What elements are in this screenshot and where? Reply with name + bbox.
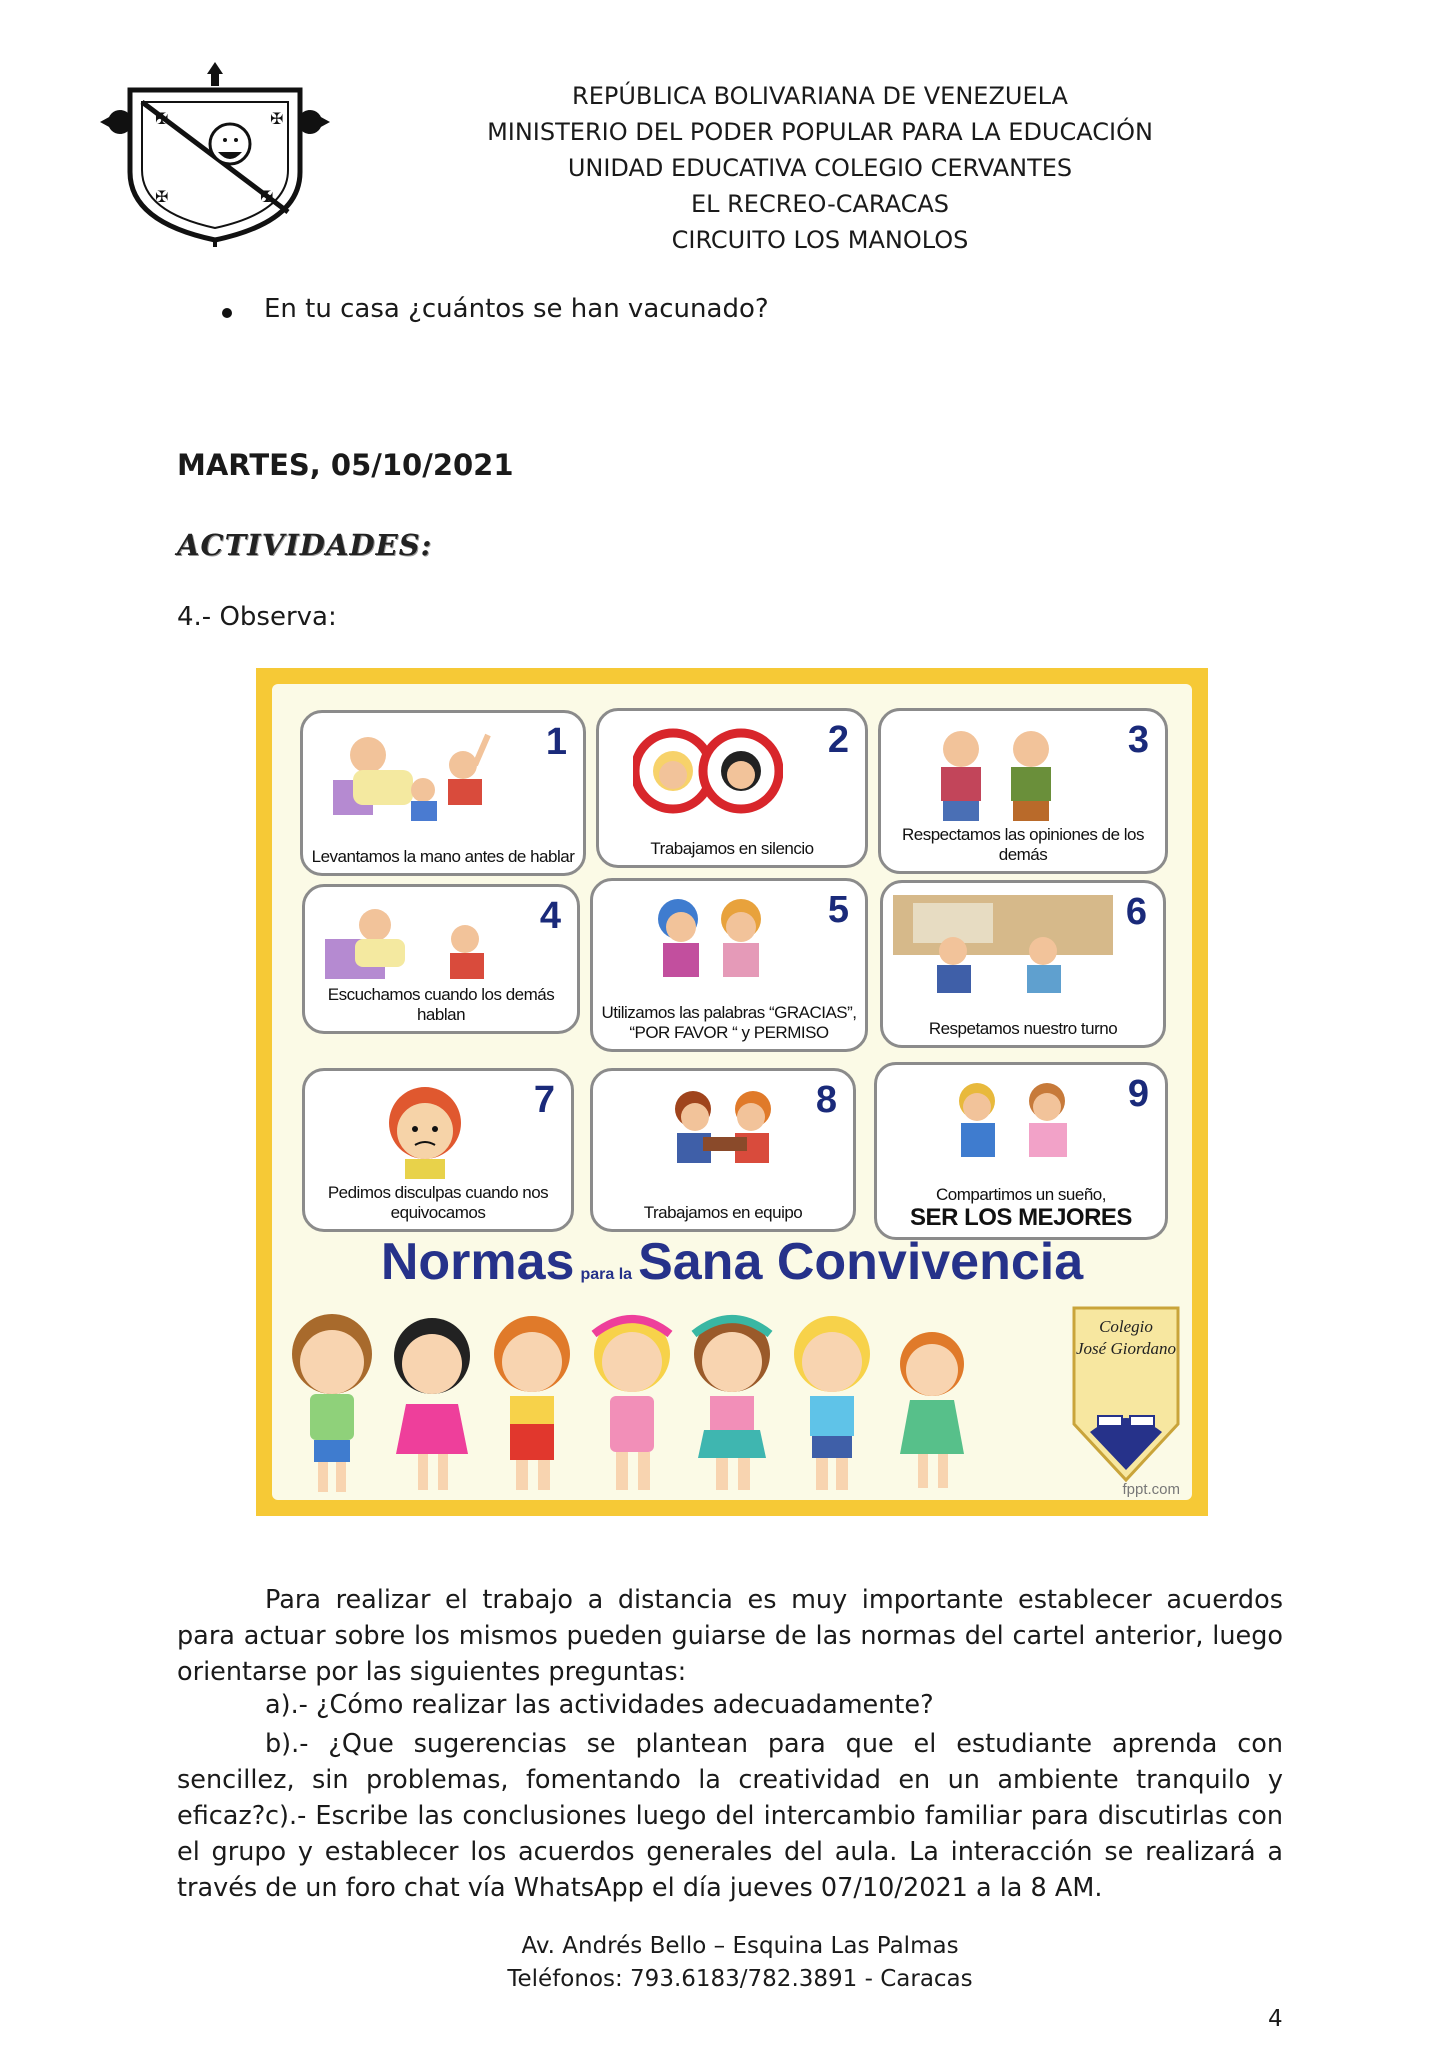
emblem-text xyxy=(1070,1316,1182,1360)
card-number: 5 xyxy=(827,889,849,931)
card-caption: Respetamos nuestro turno xyxy=(928,1019,1118,1038)
apologizing-kid-illustration-icon xyxy=(345,1083,545,1183)
raising-hand-illustration-icon xyxy=(313,725,533,825)
svg-text:✠: ✠ xyxy=(260,187,274,206)
date-heading: MARTES, 05/10/2021 xyxy=(177,448,514,482)
poster-panel xyxy=(272,684,1192,1500)
sharing-dream-illustration-icon xyxy=(917,1077,1137,1167)
header-line: MINISTERIO DEL PODER POPULAR PARA LA EDUCACIÓN xyxy=(487,118,1153,146)
card-number: 4 xyxy=(539,895,561,937)
norm-card-8 xyxy=(590,1068,856,1232)
institution-header xyxy=(420,78,1220,258)
svg-text:✠: ✠ xyxy=(270,109,284,128)
bullet-icon xyxy=(222,308,232,318)
norm-card-2 xyxy=(596,708,868,868)
norm-card-3 xyxy=(878,708,1168,874)
header-line: EL RECREO-CARACAS xyxy=(690,190,950,218)
card-number: 2 xyxy=(827,719,849,761)
card-number: 6 xyxy=(1125,891,1147,933)
card-caption: Pedimos disculpas cuando nos equivocamos xyxy=(327,1183,549,1222)
card-caption: Trabajamos en equipo xyxy=(643,1203,803,1222)
silence-signs-illustration-icon xyxy=(633,725,783,825)
card-caption: Escuchamos cuando los demás hablan xyxy=(327,985,555,1024)
poster-watermark: fppt.com xyxy=(1122,1481,1180,1498)
bullet-text: En tu casa ¿cuántos se han vacunado? xyxy=(264,294,769,324)
card-caption: Levantamos la mano antes de hablar xyxy=(311,847,575,866)
question-c: c).- Escribe las conclusiones luego del intercambio familiar para discutirlas con el grupo y establecer los acuerdos generales del aula. La interacción se realizará a través de un foro chat vía WhatsApp el día jueves 07/10/2021 a la 8 AM. xyxy=(177,1801,1283,1903)
norm-card-7 xyxy=(302,1068,574,1232)
card-number: 3 xyxy=(1127,719,1149,761)
emblem-line: José Giordano xyxy=(1076,1339,1176,1358)
emblem-line: Colegio xyxy=(1099,1317,1153,1336)
poster-title xyxy=(272,1232,1192,1292)
poster-title-small: para la xyxy=(580,1266,633,1283)
intro-paragraph: Para realizar el trabajo a distancia es muy importante establecer acuerdos para actuar sobre los mismos pueden guiarse de las normas del cartel anterior, luego orientarse por las siguientes preguntas: xyxy=(177,1585,1283,1687)
waiting-turn-illustration-icon xyxy=(893,895,1113,995)
question-a: a).- ¿Cómo realizar las actividades adecuadamente? xyxy=(265,1690,934,1720)
activities-heading: ACTIVIDADES: xyxy=(177,528,433,562)
page-number: 4 xyxy=(1268,2006,1283,2032)
poster-title-part1: Normas xyxy=(380,1233,575,1291)
norm-card-9 xyxy=(874,1062,1168,1240)
svg-text:✠: ✠ xyxy=(155,109,169,128)
teamwork-illustration-icon xyxy=(623,1083,823,1183)
card-caption-line: Compartimos un sueño, xyxy=(936,1185,1106,1204)
school-crest-icon xyxy=(100,62,330,247)
norms-poster xyxy=(256,668,1208,1516)
school-emblem xyxy=(1070,1304,1182,1484)
listening-class-illustration-icon xyxy=(315,899,525,987)
card-caption: Utilizamos las palabras “GRACIAS”, “POR FAVOR “ y PERMISO xyxy=(601,1003,857,1042)
card-caption xyxy=(883,1185,1159,1231)
norm-card-4 xyxy=(302,884,580,1034)
page-footer xyxy=(420,1930,1060,1996)
children-holding-hands-illustration-icon xyxy=(282,1304,1062,1500)
card-number: 9 xyxy=(1127,1073,1149,1115)
norm-card-5 xyxy=(590,878,868,1052)
card-caption-big: SER LOS MEJORES xyxy=(910,1204,1132,1231)
talking-kids-illustration-icon xyxy=(891,723,1111,823)
norm-card-1 xyxy=(300,710,586,876)
header-line: REPÚBLICA BOLIVARIANA DE VENEZUELA xyxy=(572,82,1068,110)
card-caption: Trabajamos en silencio xyxy=(650,839,814,858)
question-b: b).- ¿Que sugerencias se plantean para que el estudiante aprenda con sencillez, sin problemas, fomentando la creatividad en un ambiente tranquilo y eficaz? xyxy=(177,1729,1283,1831)
header-line: UNIDAD EDUCATIVA COLEGIO CERVANTES xyxy=(567,154,1073,182)
observe-label: 4.- Observa: xyxy=(177,602,337,632)
card-number: 8 xyxy=(815,1079,837,1121)
card-number: 1 xyxy=(545,721,567,763)
poster-title-part2: Sana Convivencia xyxy=(638,1233,1084,1291)
norm-card-6 xyxy=(880,880,1166,1048)
footer-phones: Teléfonos: 793.6183/782.3891 - Caracas xyxy=(507,1966,973,1992)
svg-text:✠: ✠ xyxy=(155,187,169,206)
header-line: CIRCUITO LOS MANOLOS xyxy=(671,226,969,254)
polite-kids-illustration-icon xyxy=(623,893,803,983)
card-number: 7 xyxy=(533,1079,555,1121)
footer-address: Av. Andrés Bello – Esquina Las Palmas xyxy=(521,1933,959,1959)
card-caption: Respectamos las opiniones de los demás xyxy=(902,825,1144,864)
